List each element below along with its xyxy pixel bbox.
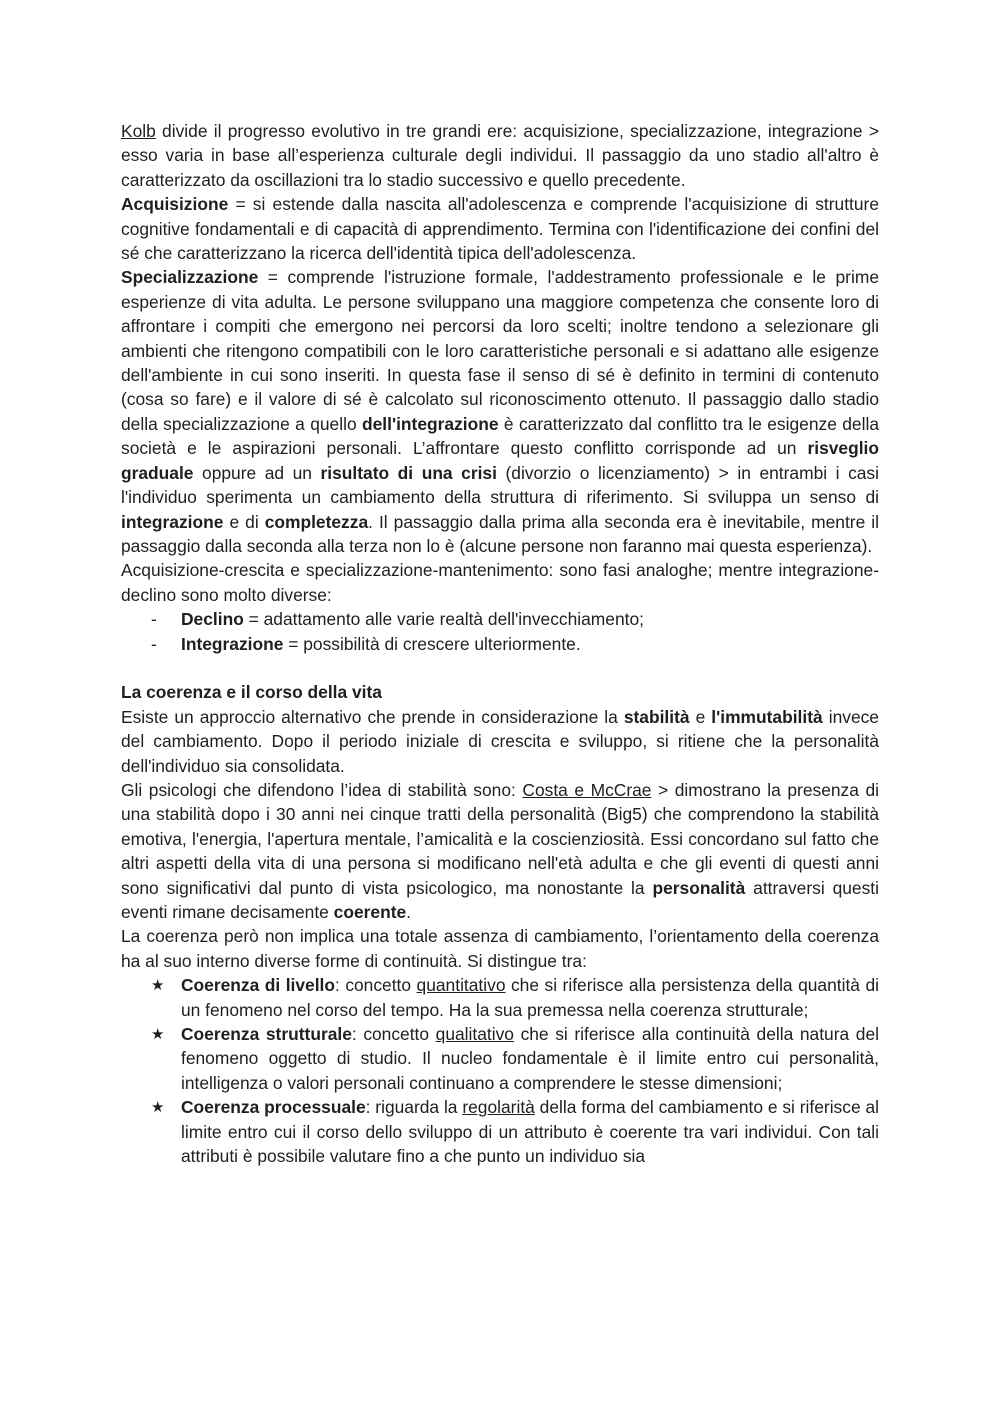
list-item xyxy=(121,632,879,656)
term-coerenza-livello: Coerenza di livello xyxy=(181,975,335,996)
term-coerenza-processuale: Coerenza processuale xyxy=(181,1097,366,1118)
paragraph-text: attraversi questi eventi rimane decisamente xyxy=(121,877,879,922)
list-item xyxy=(121,1095,879,1168)
section-heading: La coerenza e il corso della vita xyxy=(121,682,382,703)
author-kolb: Kolb xyxy=(121,121,156,141)
paragraph-text: = si estende dalla nascita all'adolescenza e comprende l'acquisizione di strutture cognitive fondamentali e di capacità di apprendimento. Termina con l'identificazione dei confini del sé che caratterizzano la ricerca dell'identità tipica dell'adolescenza. xyxy=(121,194,879,264)
term-quantitativo: quantitativo xyxy=(416,975,506,996)
document-page xyxy=(121,119,879,1168)
term-specializzazione: Specializzazione xyxy=(121,267,259,288)
term-stabilita: stabilità xyxy=(623,706,690,727)
list-item-text: : riguarda la xyxy=(365,1097,463,1118)
paragraph-text: è caratterizzato dal conflitto tra le esigenze della società e le aspirazioni personali. L’affrontare questo conflitto corrisponde ad un xyxy=(121,413,879,459)
paragraph-approccio xyxy=(121,705,879,778)
term-risveglio: risveglio graduale xyxy=(121,438,879,483)
paragraph-fasi: Acquisizione-crescita e specializzazione-mantenimento: sono fasi analoghe; mentre integrazione-declino sono molto diverse: xyxy=(121,560,879,605)
paragraph-text: divide il progresso evolutivo in tre grandi ere: acquisizione, specializzazione, integrazione > esso varia in base all’esperienza culturale degli individui. Il passaggio da uno stadio all'altro è caratterizzato da oscillazioni tra lo stadio successivo e quello precedente. xyxy=(121,121,879,190)
author-costa-mccrae: Costa e McCrae xyxy=(522,779,652,800)
term-personalita: personalità xyxy=(652,877,746,898)
paragraph-coerenza: La coerenza però non implica una totale assenza di cambiamento, l’orientamento della coerenza ha al suo interno diverse forme di continuità. Si distingue tra: xyxy=(121,926,879,971)
term-coerenza-strutturale: Coerenza strutturale xyxy=(181,1024,352,1045)
list-item-text: che si riferisce alla persistenza della quantità di un fenomeno nel corso del tempo. Ha la sua premessa nella coerenza strutturale; xyxy=(181,975,879,1020)
paragraph-text: e xyxy=(689,706,712,727)
paragraph-text: . Il passaggio dalla prima alla seconda era è inevitabile, mentre il passaggio dalla seconda alla terza non lo è (alcune persone non faranno mai questa esperienza). xyxy=(121,511,880,556)
star-list xyxy=(121,973,879,1168)
list-item xyxy=(121,607,879,631)
paragraph-text: e di xyxy=(223,511,265,532)
term-coerente: coerente xyxy=(333,901,407,922)
list-item-text: = possibilità di crescere ulteriormente. xyxy=(283,633,581,654)
list-item-text: : concetto xyxy=(335,975,417,996)
term-qualitativo: qualitativo xyxy=(435,1024,514,1045)
dash-marker: - xyxy=(151,609,157,630)
list-item xyxy=(121,1022,879,1095)
paragraph-text: . xyxy=(406,901,412,922)
paragraph-text: = comprende l'istruzione formale, l'addestramento professionale e le prime esperienze di vita adulta. Le persone sviluppano una maggiore competenza che consente loro di affrontare i compiti che emergono nei percorsi da loro scelti; inoltre tendono a selezionare gli ambienti che ritengono compatibili con le loro caratteristiche personali e si adattano alle esigenze dell'ambiente in cui sono inseriti. In questa fase il senso di sé è definito in termini di contenuto (cosa so fare) e il valore di sé è calcolato sul riconoscimento ottenuto. Il passaggio dallo stadio della specializzazione a quello xyxy=(121,267,879,434)
paragraph-psicologi xyxy=(121,778,879,924)
list-item-text: della forma del cambiamento e si riferisce al limite entro cui il corso dello sviluppo di un attributo è coerente tra vari individui. Con tali attributi è possibile valutare fino a che punto un individuo sia xyxy=(181,1097,879,1167)
paragraph-text: Esiste un approccio alternativo che prende in considerazione la xyxy=(121,706,624,727)
term-completezza: completezza xyxy=(264,511,369,532)
star-icon: ★ xyxy=(151,1025,165,1044)
term-integrazione-2: integrazione xyxy=(121,511,224,532)
term-integrazione: dell'integrazione xyxy=(362,413,499,434)
paragraph-text: invece del cambiamento. Dopo il periodo iniziale di crescita e sviluppo, si ritiene che la personalità dell'individuo sia consolidata. xyxy=(121,706,879,776)
paragraph-text: > dimostrano la presenza di una stabilità dopo i 30 anni nei cinque tratti della personalità (Big5) che comprendono la stabilità emotiva, l'energia, l'apertura mentale, l’amicalità e la coscienziosità. Essi concordano sul fatto che altri aspetti della vita di una persona si modificano nell'età adulta e che gli eventi di questi anni sono significativi dal punto di vista psicologico, ma nonostante la xyxy=(121,779,879,898)
list-item xyxy=(121,973,879,1022)
paragraph-text: Gli psicologi che difendono l’idea di stabilità sono: xyxy=(121,779,523,800)
dash-list xyxy=(121,607,879,656)
paragraph-kolb xyxy=(121,119,879,192)
term-crisi: risultato di una crisi xyxy=(320,462,497,483)
term-regolarita: regolarità xyxy=(462,1097,535,1118)
list-item-text: : concetto xyxy=(351,1024,436,1045)
term-immutabilita: l'immutabilità xyxy=(711,706,823,727)
term-integrazione-list: Integrazione xyxy=(181,633,284,654)
paragraph-text: oppure ad un xyxy=(193,462,321,483)
list-item-text: = adattamento alle varie realtà dell'invecchiamento; xyxy=(243,609,644,630)
star-icon: ★ xyxy=(151,1098,165,1117)
star-icon: ★ xyxy=(151,976,165,995)
term-acquisizione: Acquisizione xyxy=(121,194,229,215)
dash-marker: - xyxy=(151,633,157,654)
paragraph-acquisizione xyxy=(121,192,879,265)
term-declino: Declino xyxy=(181,609,244,630)
paragraph-text: (divorzio o licenziamento) > in entrambi i casi l'individuo sperimenta un cambiamento della struttura di riferimento. Si sviluppa un senso di xyxy=(121,462,879,508)
paragraph-specializzazione xyxy=(121,265,879,558)
list-item-text: che si riferisce alla continuità della natura del fenomeno oggetto di studio. Il nucleo fondamentale è il limite entro cui personalità, intelligenza o valori personali continuano a comprendere le stesse dimensioni; xyxy=(181,1024,879,1093)
